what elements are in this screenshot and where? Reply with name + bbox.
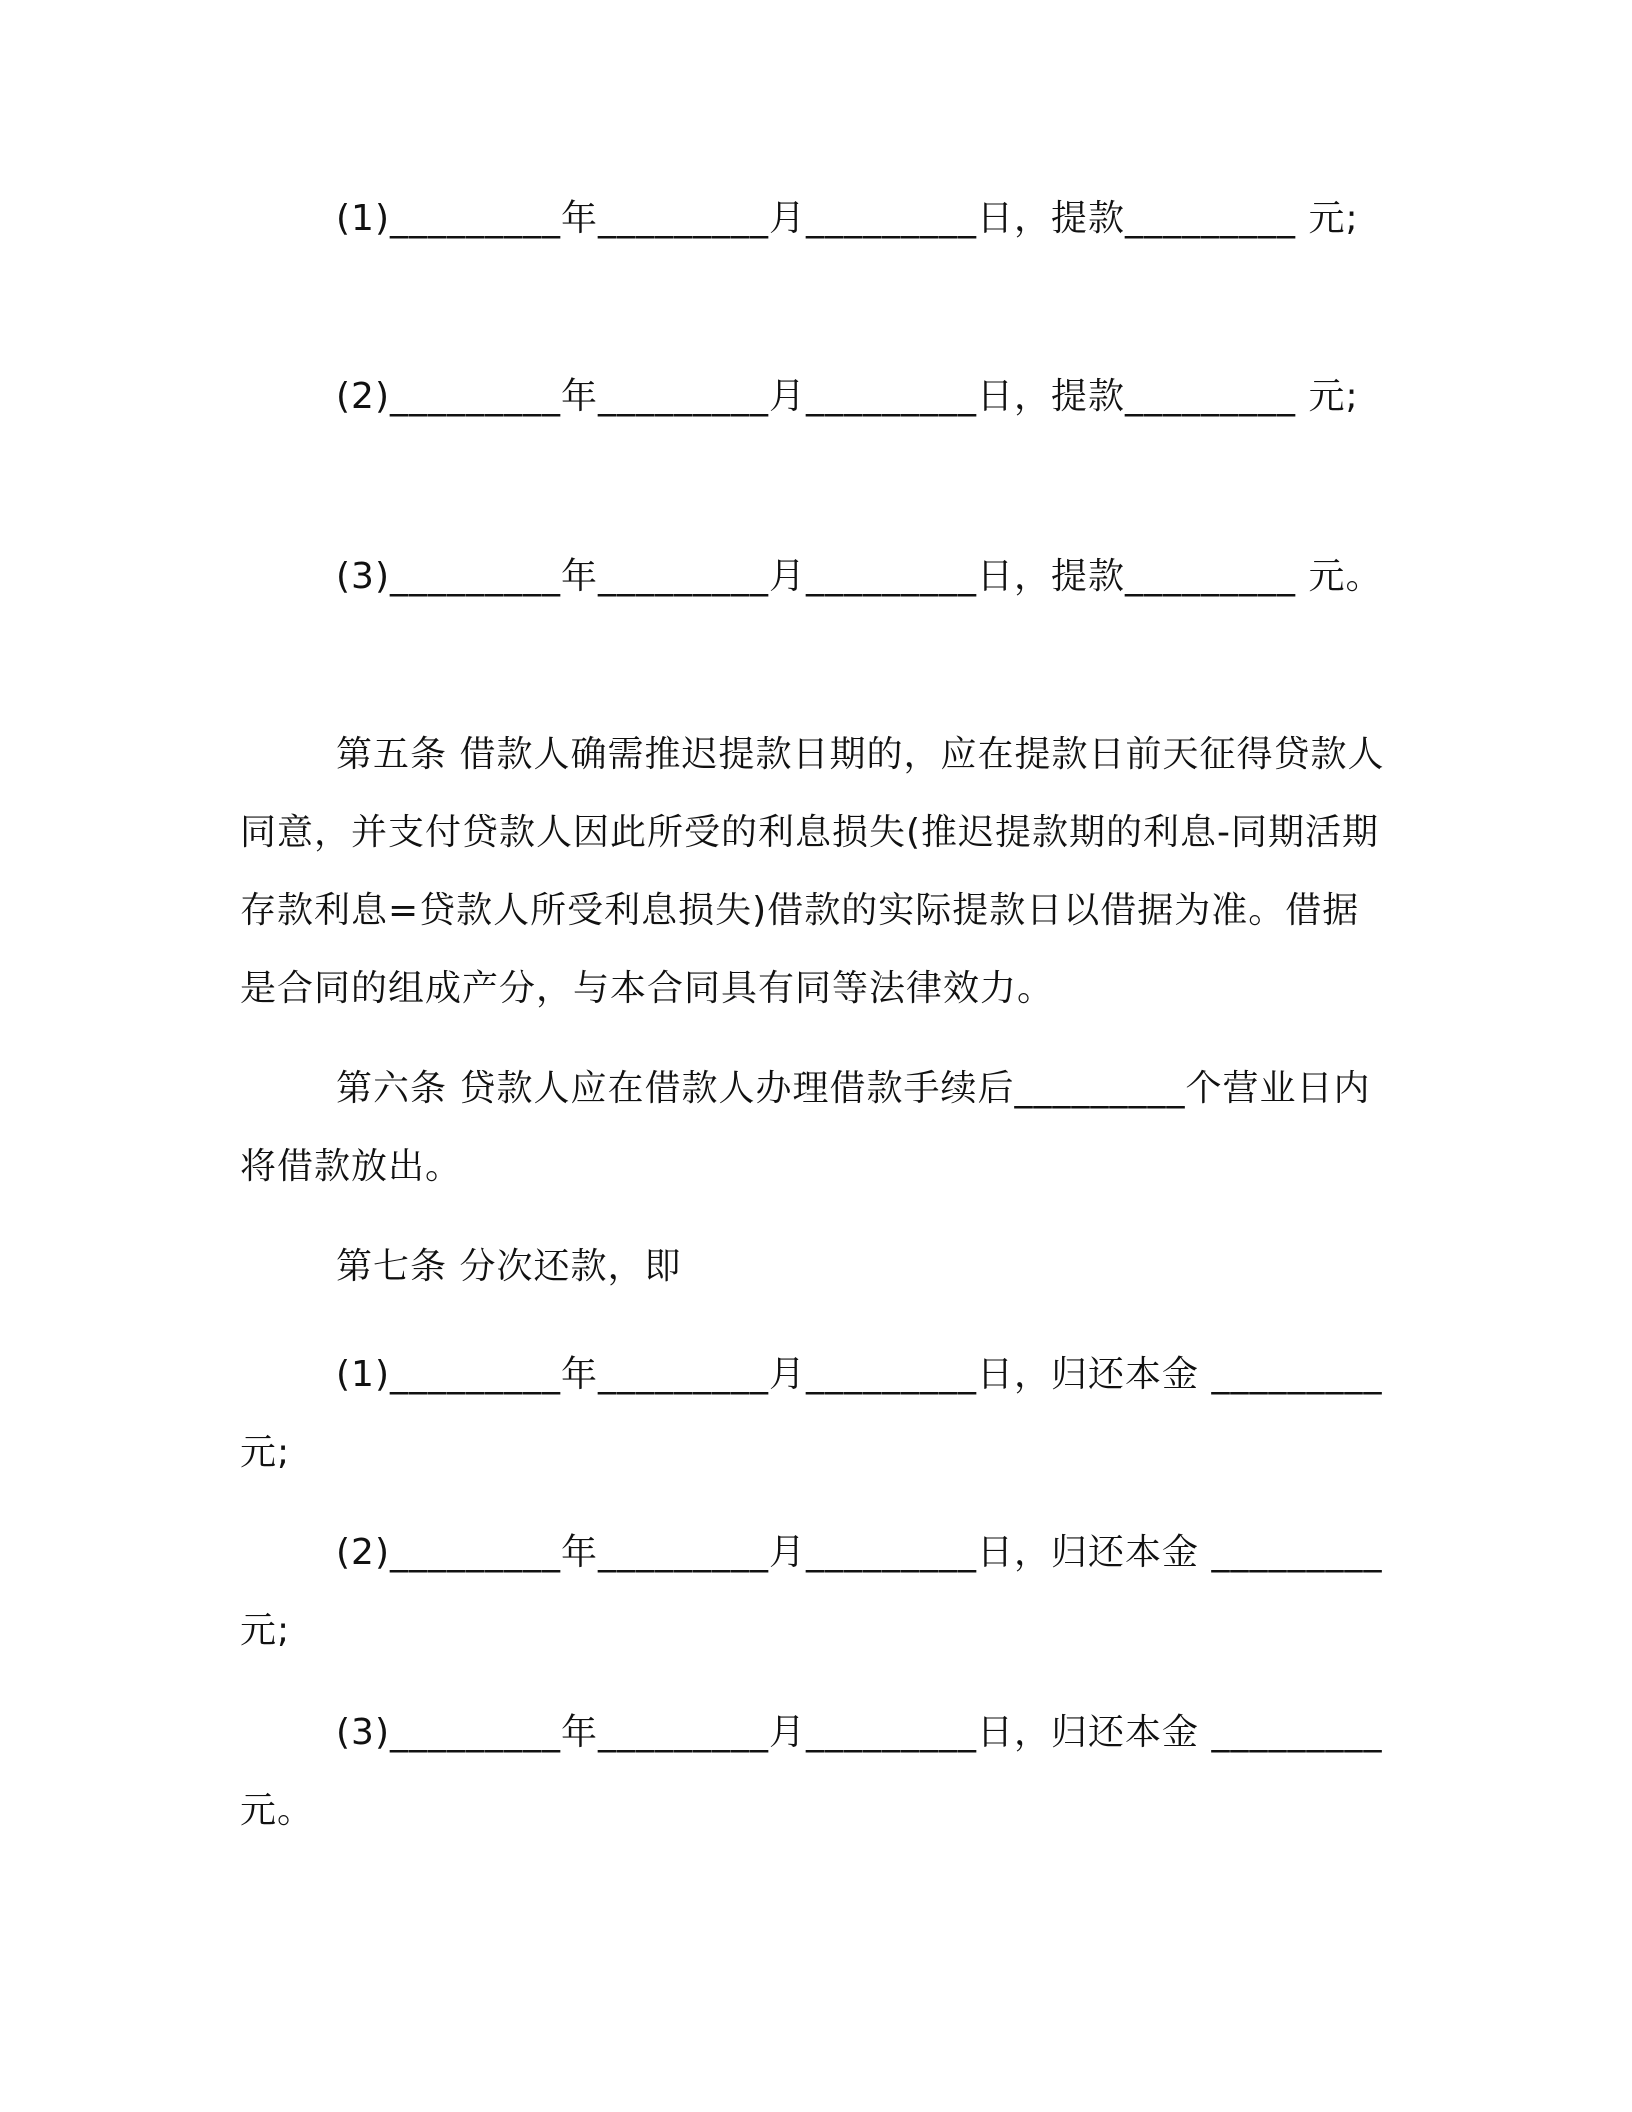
paragraph: (3)_________年_________月_________日，归还本金 _________元。 [240, 1712, 1383, 1831]
paragraph: (1)_________年_________月_________日，提款_________ 元; [336, 198, 1359, 239]
paragraph: (1)_________年_________月_________日，归还本金 _________元; [240, 1354, 1383, 1473]
paragraph: (2)_________年_________月_________日，提款_________ 元; [336, 376, 1359, 417]
clause-paragraph: 第七条 分次还款，即 [336, 1246, 682, 1287]
paragraph: (2)_________年_________月_________日，归还本金 _________元; [240, 1532, 1383, 1651]
paragraph: (3)_________年_________月_________日，提款_________ 元。 [336, 556, 1383, 597]
clause-paragraph: 第六条 贷款人应在借款人办理借款手续后_________个营业日内将借款放出。 [240, 1068, 1371, 1187]
clause-paragraph: 第五条 借款人确需推迟提款日期的，应在提款日前天征得贷款人同意，并支付贷款人因此所受的利息损失(推迟提款期的利息-同期活期存款利息=贷款人所受利息损失)借款的实际提款日以借据为准。借据是合同的组成产分，与本合同具有同等法律效力。 [240, 734, 1385, 1009]
